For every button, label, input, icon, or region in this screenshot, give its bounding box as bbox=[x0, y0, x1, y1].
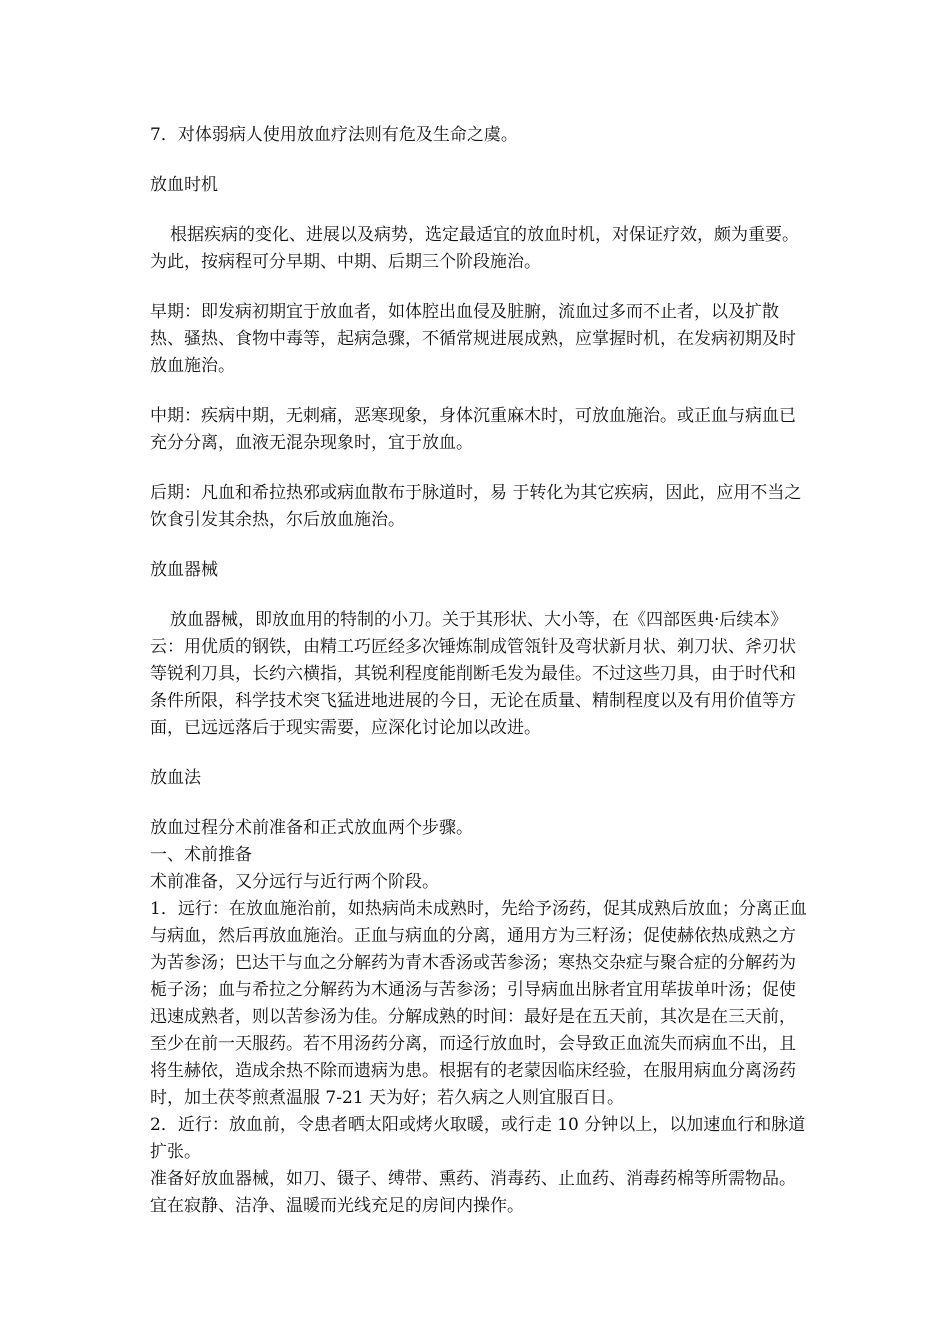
paragraph-near-stage: 2．近行：放血前，令患者晒太阳或烤火取暖，或行走 10 分钟以上，以加速血行和脉道扩张。 bbox=[150, 1115, 806, 1162]
heading-bloodletting-timing: 放血时机 bbox=[150, 175, 218, 195]
paragraph-far-stage: 1．远行：在放血施治前，如热病尚未成熟时，先给予汤药，促其成熟后放血；分离正血与病血，然后再放血施治。正血与病血的分离，通用方为三籽汤；促使赫依热成熟之方为苦参汤；巴达干与血之分解药为青木香汤或苦参汤；寒热交杂症与聚合症的分解药为栀子汤；血与希拉之分解药为木通汤与苦参汤；引导病血出脉者宜用荜拔单叶汤；促使迅速成熟者，则以苦参汤为佳。分解成熟的时间：最好是在五天前，其次是在三天前，至少在前一天服药。若不用汤药分离，而迳行放血时，会导致正血流失而病血不出，且将生赫依，造成余热不除而遗病为患。根据有的老蒙因临床经验，在服用病血分离汤药时，加土茯苓煎煮温服 7-21 天为好；若久病之人则宜服百日。 bbox=[150, 899, 807, 1108]
paragraph-preparation-intro: 术前准备，又分远行与近行两个阶段。 bbox=[150, 872, 439, 892]
paragraph-late-stage: 后期：凡血和希拉热邪或病血散布于脉道时，易 于转化为其它疾病，因此，应用不当之饮食引发其余热，尔后放血施治。 bbox=[150, 483, 802, 530]
paragraph-tools: 准备好放血器械，如刀、镊子、缚带、熏药、消毒药、止血药、消毒药棉等所需物品。宜在寂静、洁净、温暖而光线充足的房间内操作。 bbox=[150, 1169, 796, 1216]
paragraph-early-stage: 早期：即发病初期宜于放血者，如体腔出血侵及脏腑，流血过多而不止者，以及扩散热、骚热、食物中毒等，起病急骤，不循常规进展成熟，应掌握时机，在发病初期及时放血施治。 bbox=[150, 302, 796, 376]
paragraph-timing-intro: 根据疾病的变化、进展以及病势，选定最适宜的放血时机，对保证疗效，颇为重要。为此，按病程可分早期、中期、后期三个阶段施治。 bbox=[150, 225, 799, 272]
heading-bloodletting-instruments: 放血器械 bbox=[150, 560, 218, 580]
paragraph-instruments: 放血器械，即放血用的特制的小刀。关于其形状、大小等，在《四部医典·后续本》云：用优质的钢铁，由精工巧匠经多次锤炼制成管瓴针及弯状新月状、剃刀状、斧刃状等锐利刀具，长约六横指，其锐利程度能削断毛发为最佳。不过这些刀具，由于时代和条件所限，科学技术突飞猛进地进展的今日，无论在质量、精制程度以及有用价值等方面，已远远落后于现实需要，应深化讨论加以改进。 bbox=[150, 610, 796, 738]
document-page bbox=[150, 122, 810, 1220]
heading-bloodletting-method: 放血法 bbox=[150, 768, 201, 788]
paragraph-middle-stage: 中期：疾病中期，无刺痛，恶寒现象，身体沉重麻木时，可放血施治。或正血与病血已充分分离，血液无混杂现象时，宜于放血。 bbox=[150, 406, 796, 453]
paragraph-steps: 放血过程分术前准备和正式放血两个步骤。 bbox=[150, 818, 473, 838]
paragraph-item-7: 7．对体弱病人使用放血疗法则有危及生命之虞。 bbox=[150, 125, 518, 145]
paragraph-preparation-title: 一、术前推备 bbox=[150, 845, 252, 865]
